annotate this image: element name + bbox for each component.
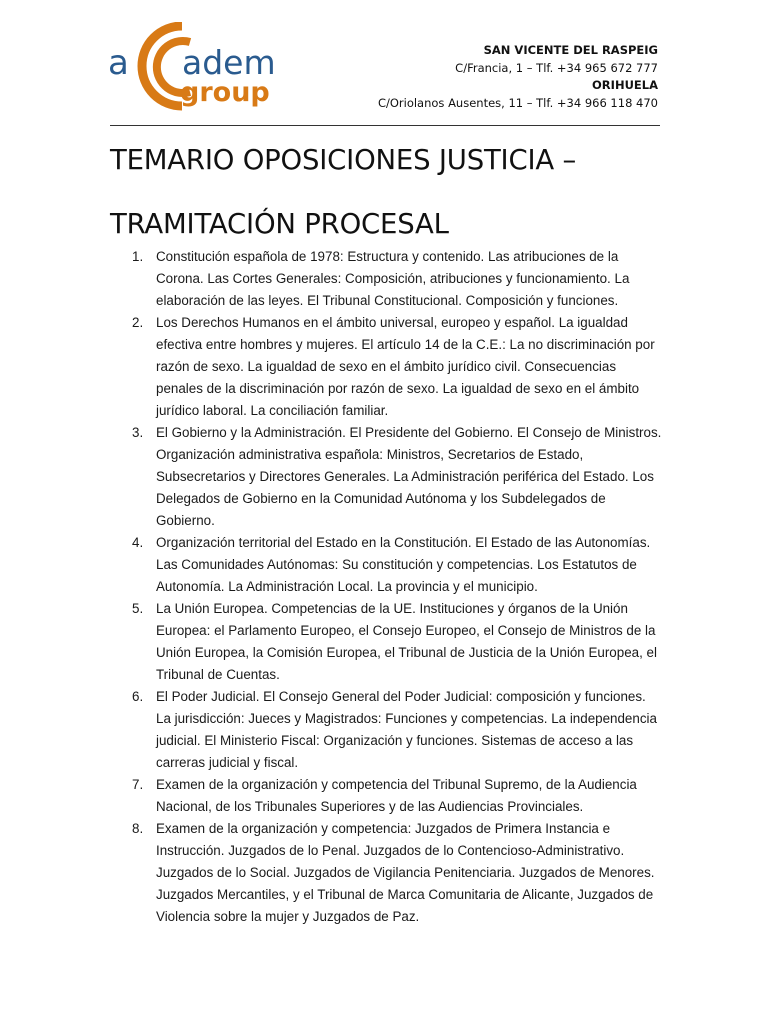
- logo-text-group: group: [180, 77, 270, 108]
- topics-list: [110, 246, 662, 928]
- list-item: [110, 312, 662, 422]
- list-item: [110, 818, 662, 928]
- list-item: [110, 422, 662, 532]
- title-line-1: TEMARIO OPOSICIONES JUSTICIA –: [110, 144, 577, 176]
- item-number: 7.: [132, 777, 144, 792]
- logo-text-adem: adem: [182, 43, 276, 82]
- company-logo: [106, 22, 276, 112]
- item-text: La Unión Europea. Competencias de la UE. Instituciones y órganos de la Unión Europea: el Parlamento Europeo, el Consejo Europeo, el Consejo de Ministros de la Unión Europea, la Comisión Europea, el Tribunal de Justicia de la Unión Europea, el Tribunal de Cuentas.: [156, 601, 657, 682]
- title-line-2: TRAMITACIÓN PROCESAL: [110, 208, 449, 240]
- list-item: [110, 686, 662, 774]
- item-number: 6.: [132, 689, 144, 704]
- item-text: El Poder Judicial. El Consejo General del Poder Judicial: composición y funciones. La jurisdicción: Jueces y Magistrados: Funciones y competencias. La independencia judicial. El Ministerio Fiscal: Organización y funciones. Sistemas de acceso a las carreras judicial y fiscal.: [156, 689, 657, 770]
- item-text: Examen de la organización y competencia del Tribunal Supremo, de la Audiencia Nacional, de los Tribunales Superiores y de las Audiencias Provinciales.: [156, 777, 637, 814]
- header-divider: [110, 125, 660, 126]
- item-number: 4.: [132, 535, 144, 550]
- item-text: El Gobierno y la Administración. El Presidente del Gobierno. El Consejo de Ministros. Organización administrativa española: Ministros, Secretarios de Estado, Subsecretarios y Directores Generales. La Administración periférica del Estado. Los Delegados de Gobierno en la Comunidad Autónoma y los Subdelegados de Gobierno.: [156, 425, 662, 528]
- item-number: 2.: [132, 315, 144, 330]
- item-text: Examen de la organización y competencia: Juzgados de Primera Instancia e Instrucción. Juzgados de lo Penal. Juzgados de lo Contencioso-Administrativo. Juzgados de lo Social. Juzgados de Vigilancia Penitenciaria. Juzgados de Menores. Juzgados Mercantiles, y el Tribunal de Marca Comunitaria de Alicante, Juzgados de Violencia sobre la mujer y Juzgados de Paz.: [156, 821, 655, 924]
- list-item: [110, 774, 662, 818]
- contact-header: [378, 42, 658, 112]
- item-number: 5.: [132, 601, 144, 616]
- item-text: Organización territorial del Estado en la Constitución. El Estado de las Autonomías. Las Comunidades Autónomas: Su constitución y competencias. Los Estatutos de Autonomía. La Administración Local. La provincia y el municipio.: [156, 535, 651, 594]
- item-text: Los Derechos Humanos en el ámbito universal, europeo y español. La igualdad efectiva entre hombres y mujeres. El artículo 14 de la C.E.: La no discriminación por razón de sexo. La igualdad de sexo en el ámbito jurídico civil. Consecuencias penales de la discriminación por razón de sexo. La igualdad de sexo en el ámbito jurídico laboral. La conciliación familiar.: [156, 315, 655, 418]
- item-number: 8.: [132, 821, 144, 836]
- item-text: Constitución española de 1978: Estructura y contenido. Las atribuciones de la Corona. Las Cortes Generales: Composición, atribuciones y funcionamiento. La elaboración de las leyes. El Tribunal Constitucional. Composición y funciones.: [156, 249, 630, 308]
- item-number: 3.: [132, 425, 144, 440]
- page-title: [110, 128, 670, 256]
- list-item: [110, 598, 662, 686]
- logo-letter-a: a: [108, 43, 129, 83]
- office-city-1: SAN VICENTE DEL RASPEIG: [483, 43, 658, 57]
- office-address-2: C/Oriolanos Ausentes, 11 – Tlf. +34 966 118 470: [377, 95, 658, 110]
- item-number: 1.: [132, 249, 144, 264]
- office-address-1: C/Francia, 1 – Tlf. +34 965 672 777: [455, 60, 658, 75]
- list-item: [110, 246, 662, 312]
- list-item: [110, 532, 662, 598]
- office-city-2: ORIHUELA: [592, 78, 658, 92]
